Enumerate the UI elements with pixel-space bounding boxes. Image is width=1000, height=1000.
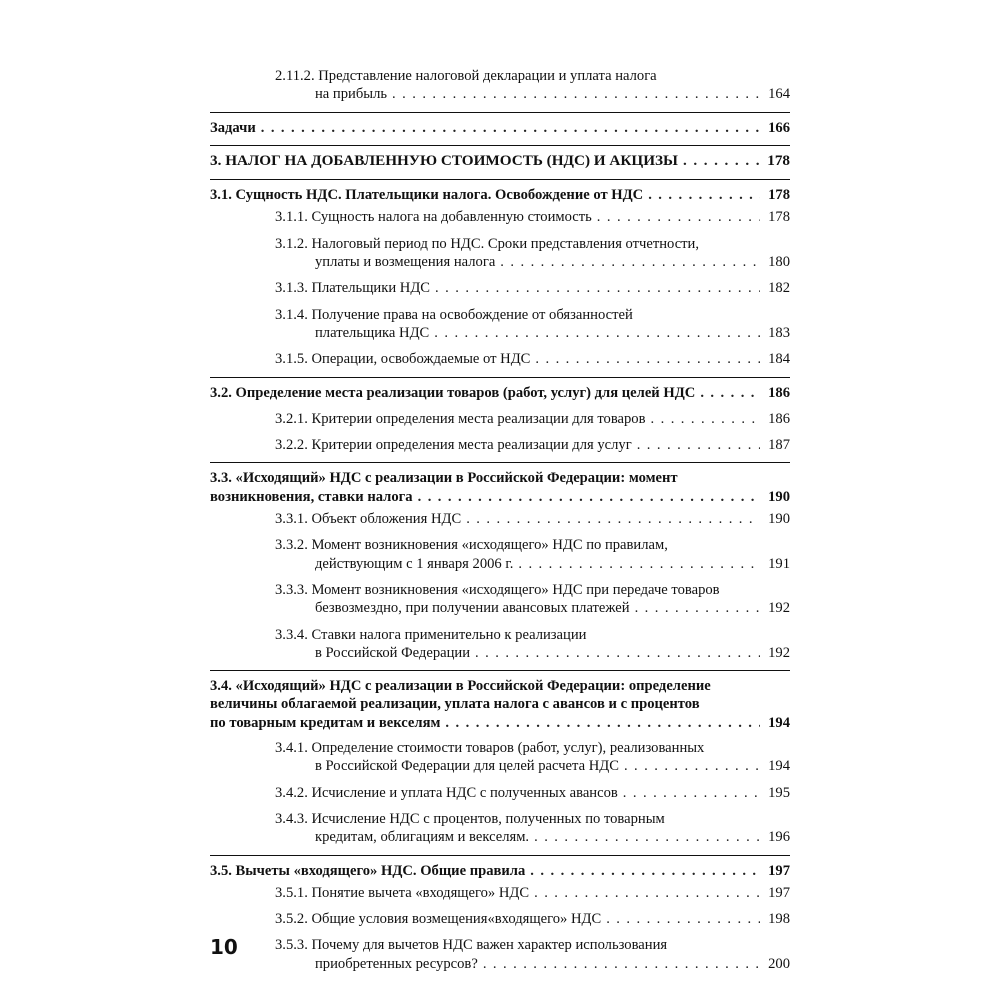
toc-entry-leader-row — [275, 955, 790, 973]
toc-entry-text-line: приобретенных ресурсов? — [315, 955, 478, 972]
toc-entry-text-line: 3.4. «Исходящий» НДС с реализации в Российской Федерации: определение — [210, 678, 711, 695]
toc-entry-page-number: 196 — [768, 829, 790, 846]
toc-entry-text-line: 2.11.2. Представление налоговой декларации и уплата налога — [275, 68, 657, 84]
dot-leader — [635, 599, 760, 617]
toc-entry-leader-row — [210, 488, 790, 506]
toc-entry-leader-row — [210, 152, 790, 170]
toc-entry-text-line: в Российской Федерации для целей расчета НДС — [315, 758, 619, 775]
table-of-contents — [210, 67, 790, 973]
toc-entry-page-number: 197 — [768, 884, 790, 901]
dot-leader — [518, 555, 760, 573]
toc-entry-text-line: 3.5.1. Понятие вычета «входящего» НДС — [275, 884, 530, 901]
toc-entry-page-number: 194 — [768, 714, 790, 731]
toc-subsection-entry — [210, 350, 790, 368]
toc-subsection-entry — [210, 306, 790, 343]
dot-leader — [534, 884, 760, 902]
toc-subsection-entry — [210, 410, 790, 428]
toc-subsection-entry — [210, 784, 790, 802]
toc-subsection-entry — [210, 910, 790, 928]
toc-entry-page-number: 183 — [768, 324, 790, 341]
toc-entry-page-number: 197 — [768, 862, 790, 879]
toc-entry-leader-row — [210, 186, 790, 204]
toc-entry-text-line: кредитам, облигациям и векселям. — [315, 829, 530, 846]
dot-leader — [648, 186, 760, 204]
toc-entry-leader-row — [275, 599, 790, 617]
toc-subsection-entry — [210, 936, 790, 973]
toc-entry-page-number: 166 — [768, 119, 790, 136]
toc-entry-text-line: 3.1.4. Получение права на освобождение от обязанностей — [275, 306, 633, 323]
dot-leader — [637, 436, 760, 454]
toc-subsection-entry — [210, 279, 790, 297]
dot-leader — [597, 208, 760, 226]
toc-entry-text-line: плательщика НДС — [315, 324, 430, 341]
toc-entry-leader-row — [275, 279, 790, 297]
toc-entry-text-line: 3.4.3. Исчисление НДС с процентов, полученных по товарным — [275, 810, 665, 827]
toc-entry-page-number: 192 — [768, 644, 790, 661]
toc-entry-text-line: 3.3.1. Объект обложения НДС — [275, 511, 462, 528]
toc-entry-text-line: на прибыль — [315, 86, 388, 103]
toc-entry-text-line: 3.1.3. Плательщики НДС — [275, 280, 431, 297]
toc-entry-text-line: 3.5.3. Почему для вычетов НДС важен характер использования — [275, 937, 668, 954]
toc-subsection-entry — [210, 536, 790, 573]
toc-entry-leader-row — [275, 85, 790, 103]
toc-subsection-entry — [210, 235, 790, 272]
toc-subsection-entry — [210, 581, 790, 618]
dot-leader — [434, 324, 760, 342]
toc-subsection-entry — [210, 739, 790, 776]
toc-entry-page-number: 178 — [768, 209, 790, 226]
toc-entry-leader-row — [275, 828, 790, 846]
toc-entry-leader-row — [275, 324, 790, 342]
dot-leader — [483, 955, 760, 973]
dot-leader — [624, 757, 760, 775]
toc-entry-text-line: 3.3.3. Момент возникновения «исходящего» НДС при передаче товаров — [275, 581, 720, 598]
dot-leader — [651, 410, 761, 428]
toc-entry-leader-row — [210, 714, 790, 732]
toc-entry-page-number: 184 — [768, 351, 790, 368]
toc-entry-text-line: 3.3. «Исходящий» НДС с реализации в Российской Федерации: момент — [210, 470, 678, 487]
toc-entry-page-number: 198 — [768, 911, 790, 928]
toc-entry-page-number: 186 — [768, 384, 790, 401]
dot-leader — [500, 253, 760, 271]
dot-leader — [466, 510, 760, 528]
toc-entry-page-number: 190 — [768, 511, 790, 528]
toc-entry-text-line: 3.4.1. Определение стоимости товаров (работ, услуг), реализованных — [275, 740, 705, 757]
toc-entry-text-line: 3.2.2. Критерии определения места реализации для услуг — [275, 437, 632, 454]
toc-entry-text-line: уплаты и возмещения налога — [315, 254, 496, 271]
toc-entry-leader-row — [275, 350, 790, 368]
toc-entry-text-line: 3.3.2. Момент возникновения «исходящего» НДС по правилам, — [275, 537, 668, 554]
toc-entry-page-number: 191 — [768, 555, 790, 572]
toc-subsection-entry — [210, 510, 790, 528]
dot-leader — [435, 279, 760, 297]
toc-entry-page-number: 192 — [768, 600, 790, 617]
toc-entry-leader-row — [275, 884, 790, 902]
toc-entry-page-number: 200 — [768, 955, 790, 972]
dot-leader — [535, 350, 760, 368]
toc-entry-leader-row — [275, 208, 790, 226]
toc-entry-leader-row — [275, 555, 790, 573]
toc-entry-page-number: 178 — [768, 187, 790, 204]
toc-subsection-entry — [210, 884, 790, 902]
toc-entry-page-number: 164 — [768, 86, 790, 103]
dot-leader — [606, 910, 760, 928]
dot-leader — [475, 644, 760, 662]
toc-section-entry — [210, 112, 790, 137]
toc-subsection-entry — [210, 810, 790, 847]
toc-entry-leader-row — [275, 510, 790, 528]
dot-leader — [445, 714, 760, 732]
toc-entry-text-line: 3. НАЛОГ НА ДОБАВЛЕННУЮ СТОИМОСТЬ (НДС) И АКЦИЗЫ — [210, 151, 678, 169]
toc-entry-leader-row — [275, 757, 790, 775]
page-number: 10 — [210, 935, 238, 959]
toc-entry-page-number: 194 — [768, 758, 790, 775]
toc-subsection-entry — [210, 208, 790, 226]
dot-leader — [530, 862, 760, 880]
toc-section-entry — [210, 179, 790, 204]
toc-section-entry — [210, 462, 790, 506]
toc-entry-leader-row — [275, 410, 790, 428]
toc-section-entry — [210, 855, 790, 880]
toc-entry-text-line: в Российской Федерации — [315, 644, 471, 661]
dot-leader — [534, 828, 760, 846]
toc-entry-text-line: действующим с 1 января 2006 г. — [315, 555, 514, 572]
dot-leader — [700, 384, 760, 402]
dot-leader — [683, 152, 760, 170]
toc-entry-text-line: возникновения, ставки налога — [210, 488, 413, 505]
toc-section-entry — [210, 377, 790, 402]
toc-entry-text-line: 3.4.2. Исчисление и уплата НДС с полученных авансов — [275, 784, 618, 801]
toc-chapter-entry — [210, 145, 790, 170]
toc-entry-leader-row — [275, 910, 790, 928]
toc-entry-text-line: 3.1.2. Налоговый период по НДС. Сроки представления отчетности, — [275, 235, 700, 252]
toc-entry-text-line: 3.1.1. Сущность налога на добавленную стоимость — [275, 209, 592, 226]
toc-subsection-entry — [210, 67, 790, 104]
toc-entry-page-number: 186 — [768, 410, 790, 427]
toc-entry-page-number: 178 — [767, 151, 790, 169]
toc-section-entry — [210, 670, 790, 732]
toc-entry-text-line: величины облагаемой реализации, уплата налога с авансов и с процентов — [210, 696, 700, 713]
toc-entry-leader-row — [275, 644, 790, 662]
toc-entry-leader-row — [210, 862, 790, 880]
toc-entry-text-line: 3.2. Определение места реализации товаров (работ, услуг) для целей НДС — [210, 384, 696, 401]
toc-entry-text-line: 3.3.4. Ставки налога применительно к реализации — [275, 626, 587, 643]
dot-leader — [392, 85, 760, 103]
toc-subsection-entry — [210, 626, 790, 663]
toc-entry-page-number: 190 — [768, 488, 790, 505]
toc-entry-leader-row — [275, 784, 790, 802]
toc-entry-leader-row — [210, 119, 790, 137]
toc-entry-leader-row — [275, 436, 790, 454]
toc-entry-text-line: по товарным кредитам и векселям — [210, 714, 441, 731]
dot-leader — [418, 488, 760, 506]
toc-entry-text-line: 3.5.2. Общие условия возмещения«входящего» НДС — [275, 911, 602, 928]
dot-leader — [261, 119, 760, 137]
toc-entry-page-number: 180 — [768, 254, 790, 271]
toc-entry-text-line: Задачи — [210, 119, 256, 136]
dot-leader — [623, 784, 760, 802]
toc-entry-text-line: безвозмездно, при получении авансовых платежей — [315, 600, 630, 617]
toc-entry-text-line: 3.5. Вычеты «входящего» НДС. Общие правила — [210, 862, 526, 879]
toc-entry-text-line: 3.1.5. Операции, освобождаемые от НДС — [275, 351, 531, 368]
toc-entry-page-number: 195 — [768, 784, 790, 801]
toc-entry-page-number: 187 — [768, 437, 790, 454]
toc-subsection-entry — [210, 436, 790, 454]
toc-entry-text-line: 3.1. Сущность НДС. Плательщики налога. Освобождение от НДС — [210, 187, 644, 204]
toc-entry-text-line: 3.2.1. Критерии определения места реализации для товаров — [275, 410, 646, 427]
toc-entry-page-number: 182 — [768, 280, 790, 297]
toc-entry-leader-row — [275, 253, 790, 271]
toc-entry-leader-row — [210, 384, 790, 402]
